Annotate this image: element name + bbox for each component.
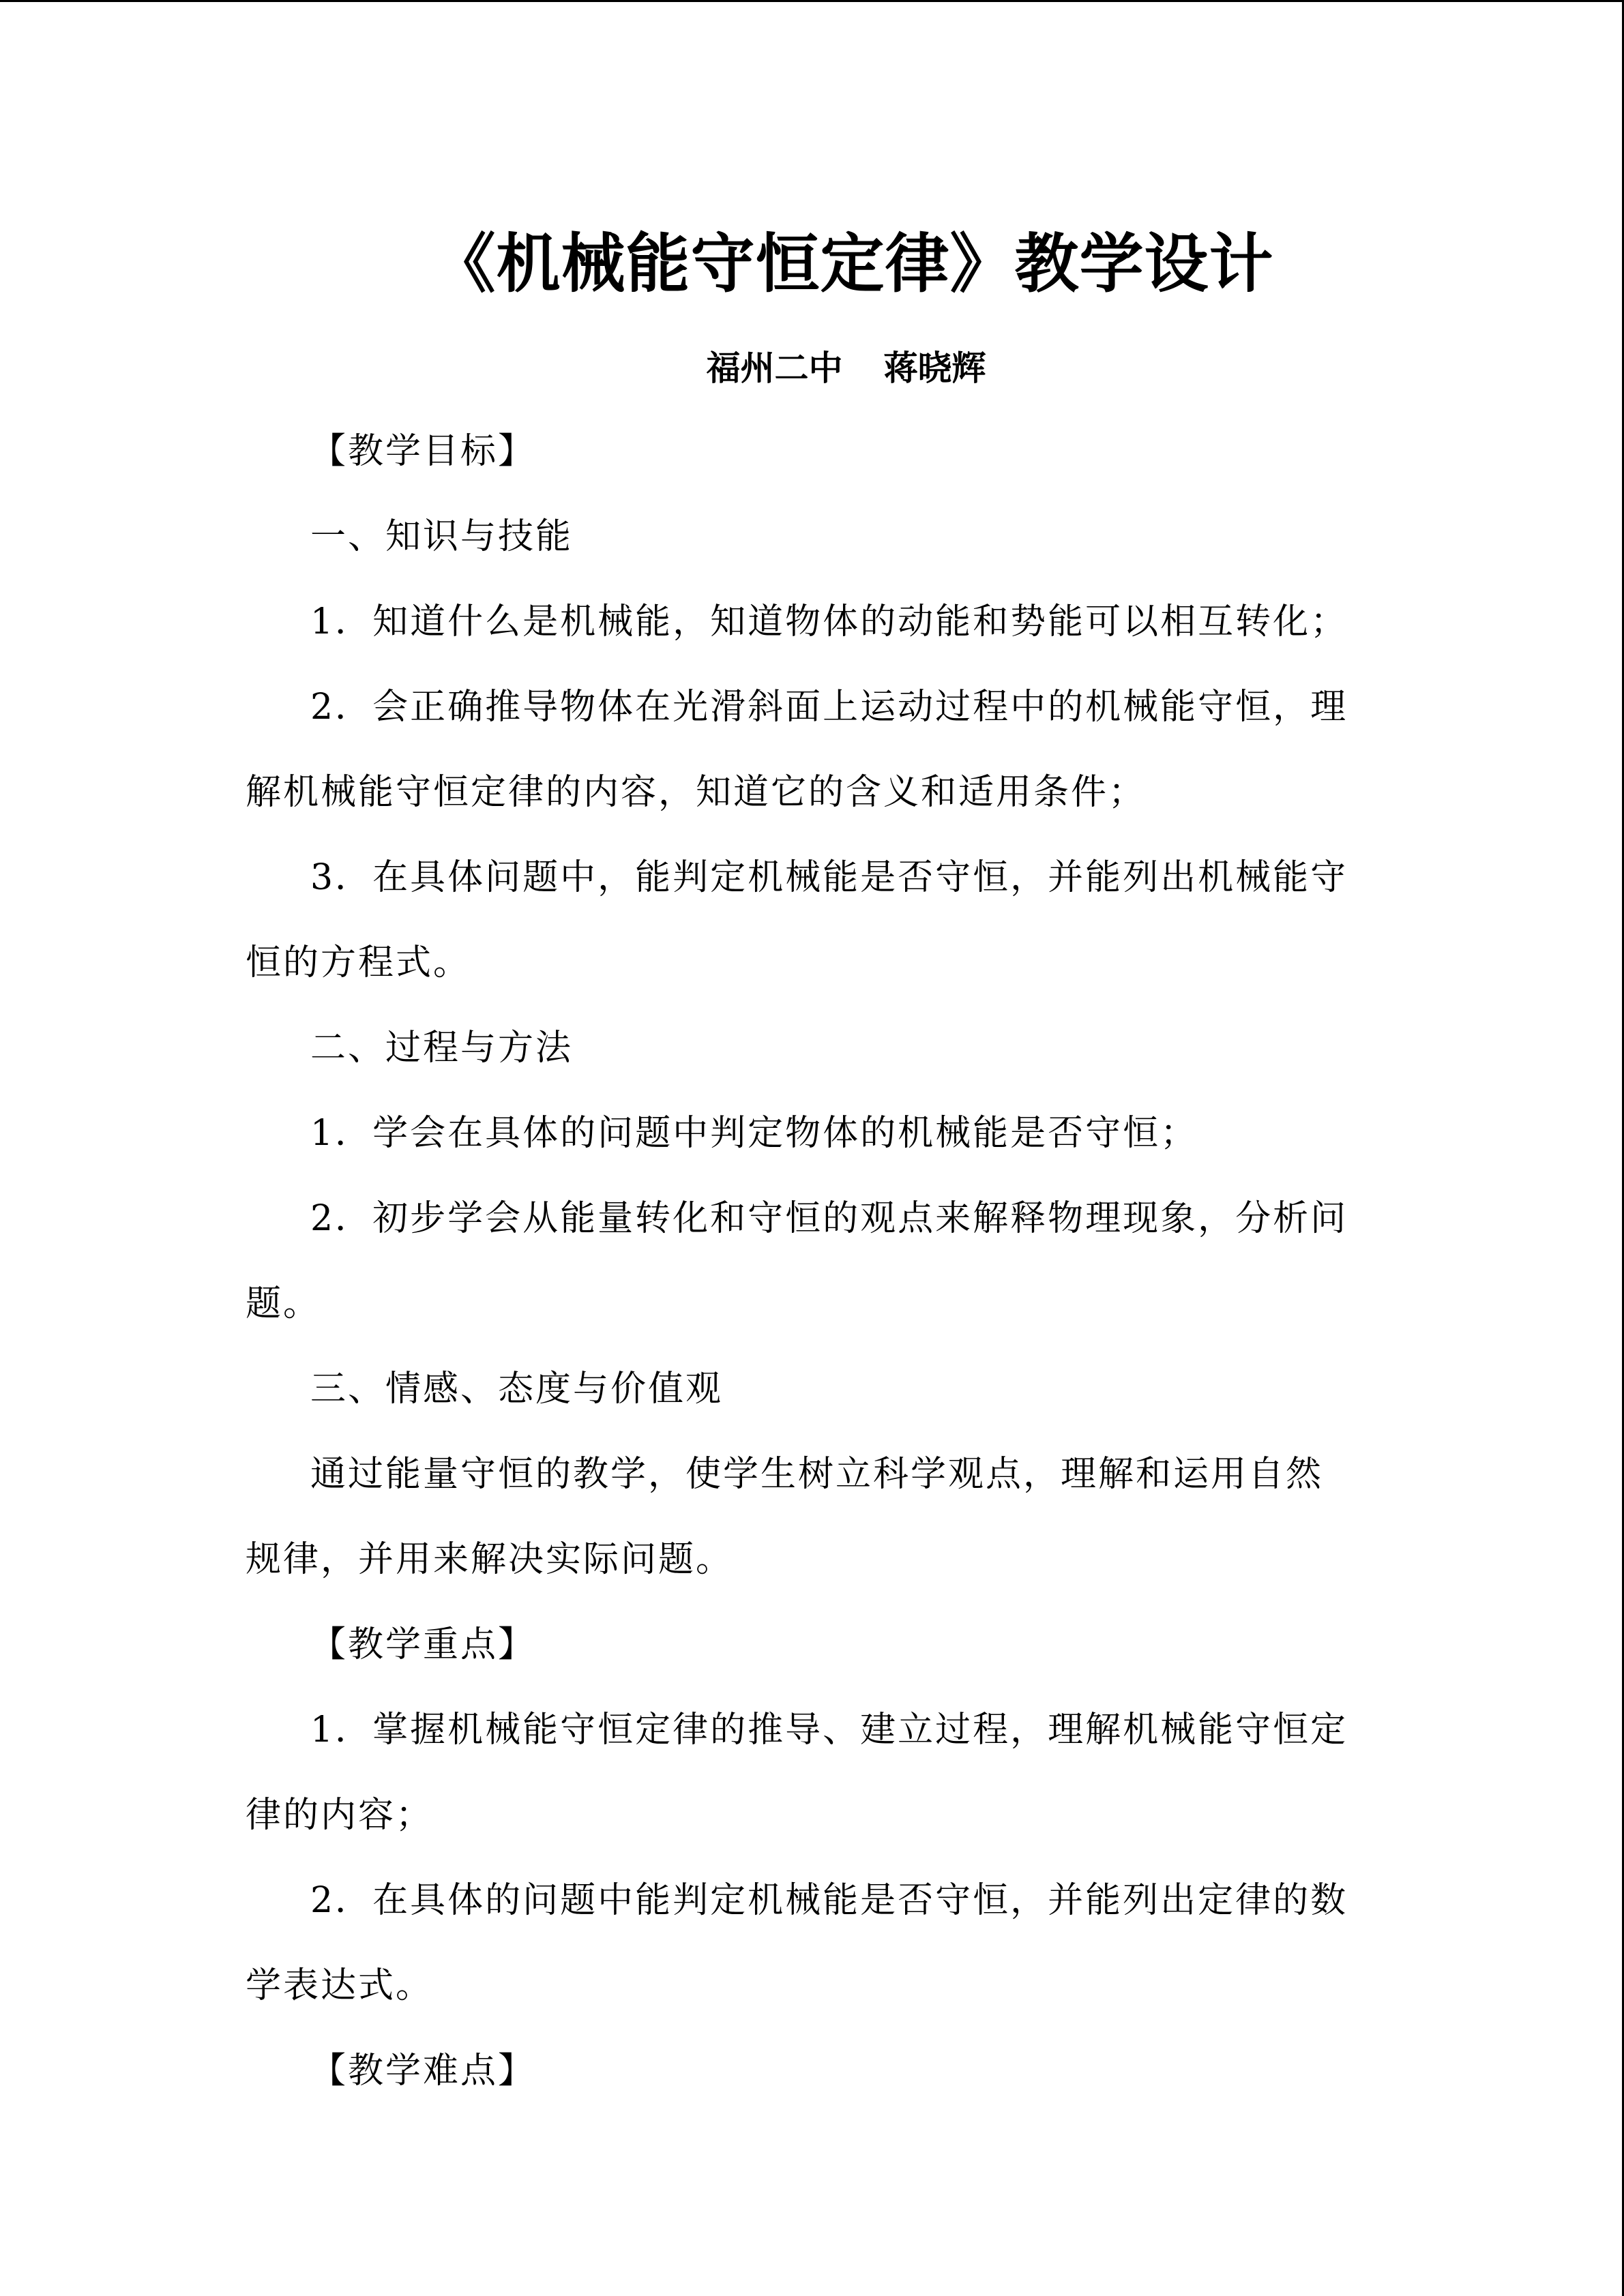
author-line [0,341,1624,396]
focus-heading: 【教学重点】 [310,1624,536,1665]
knowledge-item-3-line-1: 3．在具体问题中，能判定机械能是否守恒，并能列出机械能守 [310,857,1348,898]
page-border-top [0,0,1624,2]
knowledge-item-2-line-2: 解机械能守恒定律的内容，知道它的含义和适用条件； [246,772,1147,813]
emotion-item-line-2: 规律，并用来解决实际问题。 [246,1539,734,1580]
knowledge-heading: 一、知识与技能 [310,516,574,557]
focus-item-1-line-2: 律的内容； [246,1795,434,1836]
emotion-item-line-1: 通过能量守恒的教学，使学生树立科学观点，理解和运用自然 [310,1454,1324,1495]
process-item-2-line-1: 2．初步学会从能量转化和守恒的观点来解释物理现象，分析问 [310,1198,1348,1239]
goals-heading: 【教学目标】 [310,431,536,472]
difficulty-heading: 【教学难点】 [310,2051,536,2091]
knowledge-item-2-line-1: 2．会正确推导物体在光滑斜面上运动过程中的机械能守恒，理 [310,687,1348,728]
knowledge-item-3-line-2: 恒的方程式。 [246,942,471,983]
focus-item-2-line-1: 2．在具体的问题中能判定机械能是否守恒，并能列出定律的数 [310,1880,1348,1921]
focus-item-2-line-2: 学表达式。 [246,1965,434,2006]
process-heading: 二、过程与方法 [310,1028,574,1069]
author-school: 福州二中 [706,348,843,388]
process-item-1: 1．学会在具体的问题中判定物体的机械能是否守恒； [310,1113,1198,1154]
document-title: 《机械能守恒定律》教学设计 [431,226,1274,301]
knowledge-item-1: 1．知道什么是机械能，知道物体的动能和势能可以相互转化； [310,601,1348,642]
emotion-heading: 三、情感、态度与价值观 [310,1369,724,1410]
process-item-2-line-2: 题。 [246,1283,321,1324]
author-name: 蒋晓辉 [883,348,986,388]
focus-item-1-line-1: 1．掌握机械能守恒定律的推导、建立过程，理解机械能守恒定 [310,1710,1348,1750]
